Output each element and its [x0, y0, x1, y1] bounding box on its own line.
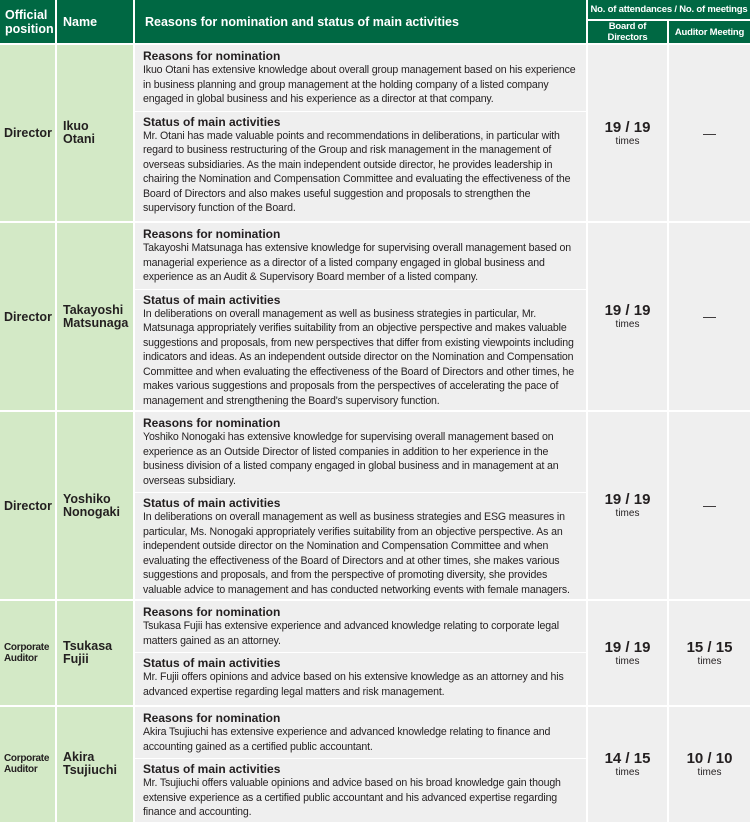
reasons-title: Reasons for nomination [143, 711, 281, 725]
official-position [0, 601, 57, 707]
times-label: times [697, 766, 722, 778]
name-line: Fujii [63, 652, 89, 666]
attendance-count: 19 / 19 [604, 118, 651, 136]
auditor-attendance [669, 412, 750, 601]
attendance-count: 19 / 19 [604, 638, 651, 656]
name-line: Matsunaga [63, 315, 129, 330]
divider [135, 758, 586, 759]
reasons-and-status [135, 45, 588, 223]
official-position: Director [0, 412, 57, 601]
name-line: Tsujiuchi [63, 763, 117, 778]
auditor-attendance [669, 707, 750, 824]
official-position-header: Official position [0, 0, 57, 45]
status-text: Mr. Otani has made valuable points and recommendations in deliberations, in particular with regard to business restructuring of the Group and risk management in the management of overseas subsidiaries. As the main independent outside director, he provides leadership in chairing the Nomination and Compensation Committee and evaluating the effectiveness of the Board of Directors and also makes useful suggestion and proposals to strengthen the supervisory function of the Board. [143, 129, 571, 214]
status-title: Status of main activities [143, 292, 281, 307]
reasons-and-status [135, 601, 588, 707]
name-line: Otani [63, 132, 95, 146]
name-line: Tsukasa [63, 639, 113, 653]
attendances-header: No. of attendances / No. of meetings [588, 0, 750, 21]
divider [135, 289, 586, 290]
officer-name [57, 601, 135, 707]
position-line: Auditor [4, 764, 38, 776]
name-line: Ikuo [63, 119, 89, 133]
auditor-attendance [669, 223, 750, 412]
table-row [0, 223, 750, 412]
name-line: Nonogaki [63, 504, 120, 519]
official-position [0, 707, 57, 824]
position-line: Auditor [4, 653, 38, 664]
times-label: times [615, 135, 640, 147]
table-row [0, 412, 750, 601]
reasons-and-status [135, 412, 588, 601]
divider [135, 111, 586, 112]
status-title: Status of main activities [143, 114, 281, 129]
reasons-text: Akira Tsujiuchi has extensive experience and advanced knowledge relating to finance and accounting gained as a certified public accountant. [143, 726, 551, 753]
status-text: In deliberations on overall management as well as business strategies in particular, Mr. Matsunaga appropriately verifies suitability from an objective perspective and makes valuable suggestions and proposals, from new perspectives that differ from existing viewpoints including indicators and ideas. As an independent outside director on the Nomination and Compensation Committee and when evaluating the effectiveness of the Board of Directors and other times, he makes various suggestions and proposals from the perspectives of accelerating the pace of management and strengthening the Board's supervisory function. [143, 307, 575, 407]
times-label: times [615, 319, 640, 330]
attendance-count: 19 / 19 [604, 302, 651, 319]
reasons-and-status [135, 223, 588, 412]
official-position: Director [0, 45, 57, 223]
reasons-header: Reasons for nomination and status of main activities [135, 0, 588, 45]
reasons-text: Tsukasa Fujii has extensive experience and advanced knowledge relating to corporate legal matters gained as an attorney. [143, 620, 559, 647]
status-text: In deliberations on overall management as well as business strategies and ESG measures in particular, Ms. Nonogaki appropriately verifies suitability from an objective perspective. As an independent outside director on the Nomination and Compensation Committee and when evaluating the effectiveness of the Board of Directors and at other times, she makes various suggestions and proposals, and from the perspective of promoting diversity, she provides valuable advice to management and has conducted networking events with female managers. [143, 511, 570, 596]
divider [135, 652, 586, 653]
official-position: Director [0, 223, 57, 412]
reasons-text: Ikuo Otani has extensive knowledge about overall group management based on his experience in business planning and group management at the holding company of a listed company engaged in global business and his experience as a director at that company. [143, 64, 576, 105]
status-text: Mr. Tsujiuchi offers valuable opinions and advice based on his broad knowledge gain though extensive experience as a certified public accountant and his advanced expertise regarding finance and accounting. [143, 777, 561, 818]
times-label: times [615, 508, 640, 519]
table-row [0, 707, 750, 824]
times-label: times [615, 655, 640, 667]
board-of-directors-header: Board of Directors [588, 21, 669, 45]
board-attendance [588, 223, 669, 412]
reasons-text: Yoshiko Nonogaki has extensive knowledge for supervising overall management based on experience as an Outside Director of listed companies in addition to her experience in the business division of a listed company engaged in global business and in management at an overseas subsidiary. [143, 431, 559, 487]
times-label: times [697, 655, 722, 667]
name-line: Akira [63, 750, 95, 765]
not-applicable-dash: — [703, 125, 716, 141]
board-attendance [588, 707, 669, 824]
officer-name [57, 707, 135, 824]
auditor-attendance [669, 45, 750, 223]
not-applicable-dash: — [703, 498, 716, 513]
board-attendance [588, 45, 669, 223]
table-row [0, 45, 750, 223]
reasons-title: Reasons for nomination [143, 605, 281, 619]
auditor-meeting-header: Auditor Meeting [669, 21, 750, 45]
reasons-title: Reasons for nomination [143, 416, 281, 430]
table-row [0, 601, 750, 707]
position-line: Corporate [4, 642, 50, 653]
board-attendance [588, 601, 669, 707]
attendance-count: 15 / 15 [686, 638, 733, 656]
name-header: Name [57, 0, 135, 45]
officer-name [57, 223, 135, 412]
not-applicable-dash: — [703, 309, 716, 324]
auditor-attendance [669, 601, 750, 707]
status-text: Mr. Fujii offers opinions and advice based on his extensive knowledge as an attorney and his advanced expertise regarding legal matters and risk management. [143, 671, 564, 698]
board-attendance [588, 412, 669, 601]
divider [135, 492, 586, 493]
reasons-title: Reasons for nomination [143, 49, 281, 63]
officer-name [57, 412, 135, 601]
status-title: Status of main activities [143, 762, 281, 776]
attendance-count: 10 / 10 [686, 749, 733, 767]
reasons-text: Takayoshi Matsunaga has extensive knowledge for supervising overall management based on managerial experience as a director of a listed company engaged in global business and experience as an Audit & Supervisory Board member of a listed company. [143, 242, 572, 283]
name-line: Takayoshi [63, 302, 124, 317]
times-label: times [615, 766, 640, 778]
position-line: Corporate [4, 753, 50, 765]
attendance-count: 19 / 19 [604, 491, 651, 508]
reasons-and-status [135, 707, 588, 824]
reasons-title: Reasons for nomination [143, 227, 281, 241]
attendance-count: 14 / 15 [604, 749, 651, 767]
officer-name [57, 45, 135, 223]
name-line: Yoshiko [63, 491, 111, 506]
status-title: Status of main activities [143, 656, 281, 670]
status-title: Status of main activities [143, 496, 281, 510]
